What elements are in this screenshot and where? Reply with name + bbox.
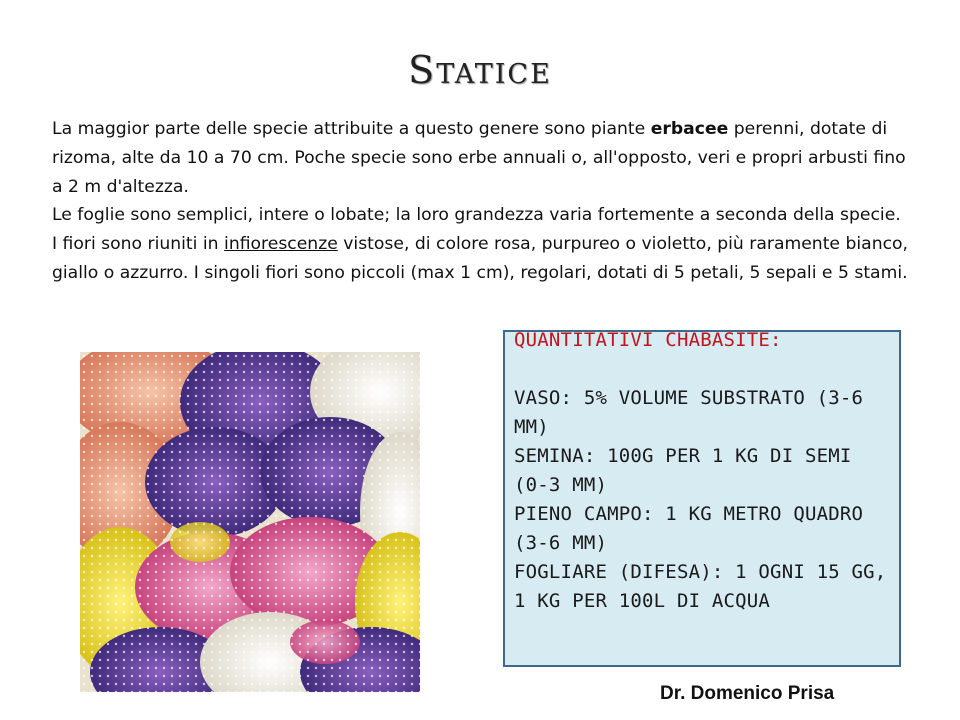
underlined-term-infiorescenze: infiorescenze <box>224 234 338 255</box>
text-span: vistose, di colore rosa, purpureo o violetto, più raramente bianco, giallo o azzurro. I singoli fiori sono piccoli (max 1 cm), regolari, dotati di 5 petali, 5 sepali e 5 stami. <box>52 234 909 283</box>
text-span: perenni, dotate di rizoma, alte da 10 a 70 cm. Poche specie sono erbe annuali o, all'opposto, veri e propri arbusti fino a 2 m d'altezza. <box>52 119 906 197</box>
bold-term-erbacee: erbacee <box>650 119 729 139</box>
quantity-line-pieno-campo: PIENO CAMPO: 1 KG METRO QUADRO (3-6 MM) <box>514 503 864 554</box>
paragraph-plant-habit <box>52 115 912 201</box>
chabasite-quantities-box <box>503 330 901 667</box>
quantity-line-semina: SEMINA: 100G PER 1 KG DI SEMI (0-3 MM) <box>514 445 852 496</box>
page-title: Statice <box>408 48 552 92</box>
quantity-line-fogliare: FOGLIARE (DIFESA): 1 OGNI 15 GG, 1 KG PER 100L DI ACQUA <box>514 561 887 612</box>
description-text <box>52 115 912 288</box>
author-signature: Dr. Domenico Prisa <box>660 683 835 704</box>
box-spacer <box>514 355 891 384</box>
text-span: La maggior parte delle specie attribuite a questo genere sono piante <box>52 119 651 139</box>
paragraph-leaves: Le foglie sono semplici, intere o lobate; la loro grandezza varia fortemente a seconda della specie. <box>52 205 901 226</box>
paragraph-flowers <box>52 230 912 288</box>
statice-flowers-photo <box>80 352 420 692</box>
text-span: I fiori sono riuniti in <box>52 234 225 255</box>
quantity-line-vaso: VASO: 5% VOLUME SUBSTRATO (3-6 MM) <box>514 387 864 438</box>
flowers-illustration <box>80 352 420 692</box>
box-heading: QUANTITATIVI CHABASITE: <box>514 329 782 351</box>
